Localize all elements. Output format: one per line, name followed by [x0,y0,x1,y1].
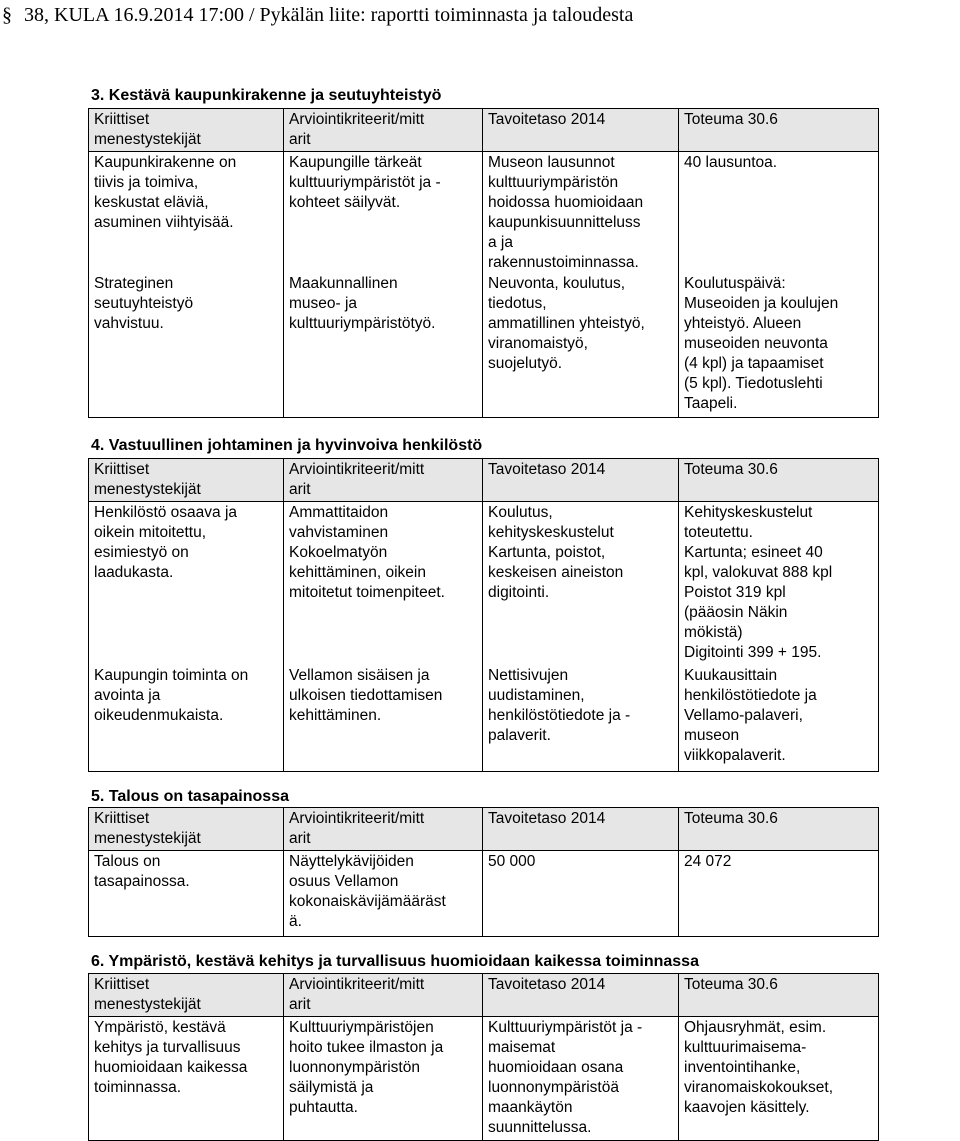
cell-actual: Koulutuspäivä: Museoiden ja koulujen yhteistyö. Alueen museoiden neuvonta (4 kpl) ja tapaamiset (5 kpl). Tiedotuslehti Taapeli. [684,274,839,412]
header-cell-criteria: Kriittiset menestystekijät [89,808,284,851]
page-header [0,0,960,34]
table-row [89,152,879,274]
header-cell-measures: Arviointikriteerit/mitt arit [284,109,483,152]
cell-measures: Vellamon sisäisen ja ulkoisen tiedottamisen kehittäminen. [289,666,443,724]
cell-criteria: Kaupungin toiminta on avointa ja oikeudenmukaista. [94,666,249,724]
cell-actual: 24 072 [684,853,732,870]
cell-target: Kulttuuriympäristöt ja - maisemat huomioidaan osana luonnonympäristöä maankäytön suunnittelussa. [488,1019,643,1136]
section-4-title: 4. Vastuullinen johtaminen ja hyvinvoiva henkilöstö [91,437,483,454]
cell-target: 50 000 [488,853,536,870]
header-cell-actual: Toteuma 30.6 [679,808,879,851]
section-4-table [88,458,879,772]
table-row [89,666,879,772]
table-row [89,1017,879,1141]
cell-actual: 40 lausuntoa. [684,154,778,171]
header-cell-actual: Toteuma 30.6 [679,974,879,1017]
section-6-title: 6. Ympäristö, kestävä kehitys ja turvallisuus huomioidaan kaikessa toiminnassa [91,953,699,970]
cell-measures: Maakunnallinen museo- ja kulttuuriympäristötyö. [289,274,436,332]
table-header-row [89,109,879,152]
cell-target: Neuvonta, koulutus, tiedotus, ammatillinen yhteistyö, viranomaistyö, suojelutyö. [488,274,645,372]
cell-measures: Kulttuuriympäristöjen hoito tukee ilmaston ja luonnonympäristön säilymistä ja puhtautta. [289,1019,444,1116]
cell-criteria: Kaupunkirakenne on tiivis ja toimiva, keskustat eläviä, asuminen viihtyisää. [94,154,237,231]
table-header-row [89,459,879,502]
section-3-table [88,108,879,418]
cell-criteria: Ympäristö, kestävä kehitys ja turvallisuus huomioidaan kaikessa toiminnassa. [94,1019,248,1096]
header-cell-target: Tavoitetaso 2014 [483,808,679,851]
header-cell-actual: Toteuma 30.6 [679,459,879,502]
cell-criteria: Strateginen seutuyhteistyö vahvistuu. [94,274,194,332]
header-cell-measures: Arviointikriteerit/mitt arit [284,974,483,1017]
header-cell-target: Tavoitetaso 2014 [483,109,679,152]
table-header-row [89,974,879,1017]
header-cell-measures: Arviointikriteerit/mitt arit [284,459,483,502]
section-3-title: 3. Kestävä kaupunkirakenne ja seutuyhteistyö [91,87,442,104]
section-5-title: 5. Talous on tasapainossa [91,788,289,805]
table-header-row [89,808,879,851]
header-cell-criteria: Kriittiset menestystekijät [89,974,284,1017]
cell-target: Koulutus, kehityskeskustelut Kartunta, poistot, keskeisen aineiston digitointi. [488,504,624,601]
header-cell-target: Tavoitetaso 2014 [483,974,679,1017]
section-6-table [88,973,879,1141]
table-row [89,851,879,937]
header-cell-actual: Toteuma 30.6 [679,109,879,152]
header-cell-target: Tavoitetaso 2014 [483,459,679,502]
header-text: 38, KULA 16.9.2014 17:00 / Pykälän liite: raportti toiminnasta ja taloudesta [24,4,634,26]
cell-actual: Ohjausryhmät, esim. kulttuurimaisema- inventointihanke, viranomaiskokoukset, kaavojen käsittely. [684,1019,834,1116]
header-cell-criteria: Kriittiset menestystekijät [89,459,284,502]
header-cell-measures: Arviointikriteerit/mitt arit [284,808,483,851]
table-row [89,502,879,666]
header-cell-criteria: Kriittiset menestystekijät [89,109,284,152]
cell-criteria: Talous on tasapainossa. [94,853,190,890]
section-5-table [88,807,879,937]
cell-measures: Ammattitaidon vahvistaminen Kokoelmatyön kehittäminen, oikein mitoitetut toimenpiteet. [289,504,445,601]
cell-target: Museon lausunnot kulttuuriympäristön hoidossa huomioidaan kaupunkisuunnitteluss a ja rakennustoiminnassa. [488,154,644,271]
cell-actual: Kuukausittain henkilöstötiedote ja Vellamo-palaveri, museon viikkopalaverit. [684,666,817,764]
cell-actual: Kehityskeskustelut toteutettu. Kartunta; esineet 40 kpl, valokuvat 888 kpl Poistot 319 kpl (pääosin Näkin mökistä) Digitointi 399 + 195. [684,504,833,661]
section-sign: § [2,4,12,26]
cell-measures: Kaupungille tärkeät kulttuuriympäristöt ja - kohteet säilyvät. [289,154,441,211]
table-row [89,274,879,418]
cell-target: Nettisivujen uudistaminen, henkilöstötiedote ja - palaverit. [488,666,631,744]
cell-measures: Näyttelykävijöiden osuus Vellamon kokonaiskävijämääräst ä. [289,853,446,930]
cell-criteria: Henkilöstö osaava ja oikein mitoitettu, esimiestyö on laadukasta. [94,504,238,581]
